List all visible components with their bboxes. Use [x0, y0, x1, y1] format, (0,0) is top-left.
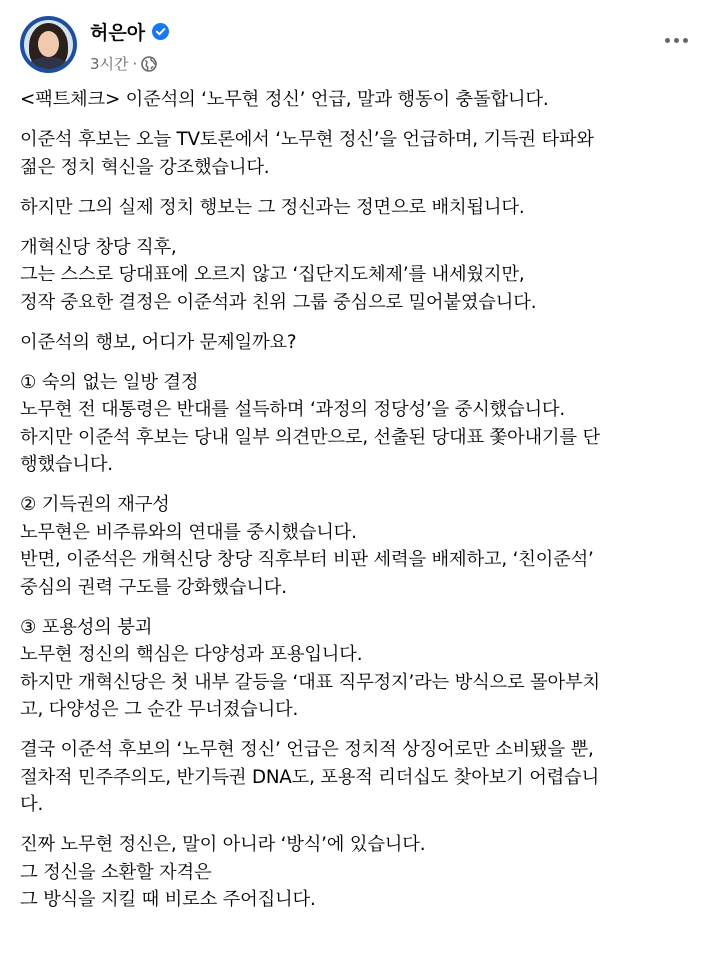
paragraph	[20, 736, 704, 819]
author-row	[90, 18, 169, 45]
text-line: 그 방식을 지킬 때 비로소 주어집니다.	[20, 889, 316, 910]
paragraph	[20, 86, 704, 114]
text-line: 절차적 민주주의도, 반기득권 DNA도, 포용적 리더십도 찾아보기 어렵습니	[20, 766, 600, 788]
text-line: ② 기득권의 재구성	[20, 494, 170, 515]
text-line: 정작 중요한 결정은 이준석과 친위 그룹 중심으로 밀어붙였습니다.	[20, 291, 537, 313]
text-line: 진짜 노무현 정신은, 말이 아니라 ‘방식’에 있습니다.	[20, 834, 426, 855]
text-line: 이준석 후보는 오늘 TV토론에서 ‘노무현 정신’을 언급하며, 기득권 타파와	[20, 129, 594, 150]
globe-icon[interactable]	[141, 56, 157, 72]
text-line: 고, 다양성은 그 순간 무너졌습니다.	[20, 699, 299, 720]
text-line: 결국 이준석 후보의 ‘노무현 정신’ 언급은 정치적 상징어로만 소비됐을 뿐,	[20, 739, 594, 760]
text-line: 노무현은 비주류와의 연대를 중시했습니다.	[20, 521, 357, 543]
text-line: <팩트체크> 이준석의 ‘노무현 정신’ 언급, 말과 행동이 충돌합니다.	[20, 89, 549, 110]
post-header	[20, 14, 704, 82]
paragraph	[20, 614, 704, 724]
text-line: 반면, 이준석은 개혁신당 창당 직후부터 비판 세력을 배제하고, ‘친이준석’	[20, 549, 594, 570]
text-line: 그 정신을 소환할 자격은	[20, 861, 212, 883]
post-body	[20, 86, 704, 926]
meta-separator: ·	[132, 54, 138, 73]
paragraph	[20, 126, 704, 181]
text-line: 중심의 권력 구도를 강화했습니다.	[20, 576, 287, 598]
text-line: 하지만 이준석 후보는 당내 일부 의견만으로, 선출된 당대표 쫓아내기를 단	[20, 426, 600, 448]
paragraph	[20, 831, 704, 914]
text-line: 젊은 정치 혁신을 강조했습니다.	[20, 156, 270, 178]
verified-badge-icon	[152, 23, 169, 40]
text-line: 노무현 전 대통령은 반대를 설득하며 ‘과정의 정당성’을 중시했습니다.	[20, 399, 565, 420]
more-options-icon[interactable]	[662, 26, 690, 54]
text-line: 하지만 그의 실제 정치 행보는 그 정신과는 정면으로 배치됩니다.	[20, 196, 525, 218]
post-meta	[90, 53, 157, 74]
text-line: ① 숙의 없는 일방 결정	[20, 371, 199, 393]
text-line: 다.	[20, 794, 44, 815]
text-line: 행했습니다.	[20, 454, 113, 475]
paragraph	[20, 194, 704, 222]
text-line: 노무현 정신의 핵심은 다양성과 포용입니다.	[20, 644, 363, 665]
text-line: 이준석의 행보, 어디가 문제일까요?	[20, 331, 297, 353]
avatar-photo	[24, 20, 73, 69]
paragraph	[20, 491, 704, 601]
paragraph	[20, 329, 704, 357]
paragraph	[20, 369, 704, 479]
text-line: 그는 스스로 당대표에 오르지 않고 ‘집단지도체제’를 내세웠지만,	[20, 264, 525, 285]
text-line: 개혁신당 창당 직후,	[20, 236, 177, 258]
author-avatar[interactable]	[20, 16, 77, 73]
text-line: 하지만 개혁신당은 첫 내부 갈등을 ‘대표 직무정지’라는 방식으로 몰아부치	[20, 671, 600, 693]
paragraph	[20, 234, 704, 317]
post-timestamp[interactable]: 3시간	[90, 55, 129, 73]
author-name[interactable]: 허은아	[90, 22, 146, 44]
text-line: ③ 포용성의 붕괴	[20, 616, 153, 638]
